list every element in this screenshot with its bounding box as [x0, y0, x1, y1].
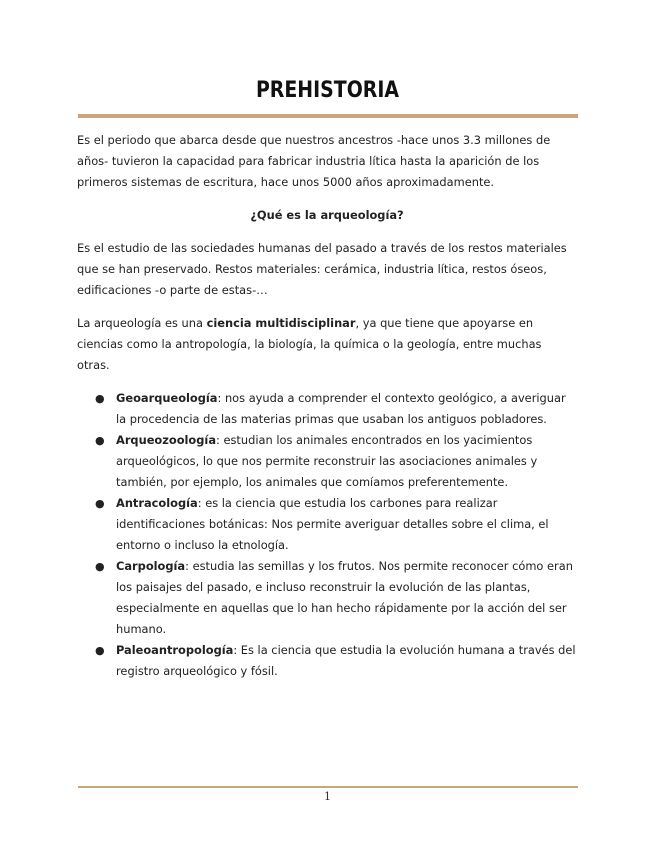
list-item-antracologia	[77, 493, 577, 556]
list-item-term: Antracología	[116, 496, 198, 510]
list-item-carpologia	[77, 556, 577, 640]
list-item-text: : estudian los animales encontrados en los yacimientos arqueológicos, lo que nos permite reconstruir las asociaciones animales y también, por ejemplo, los animales que comíamos preferentemente.	[116, 433, 538, 489]
definition-paragraph: Es el estudio de las sociedades humanas del pasado a través de los restos materiales que se han preservado. Restos materiales: cerámica, industria lítica, restos óseos, edificaciones -o parte de estas-…	[77, 241, 567, 297]
bullet-icon: ●	[95, 392, 105, 405]
list-item-text: : es la ciencia que estudia los carbones para realizar identificaciones botánicas: Nos permite averiguar detalles sobre el clima, el entorno o incluso la etnología.	[116, 496, 549, 552]
list-item-paleoantropologia	[77, 640, 577, 682]
multi-text-after: , ya que tiene que apoyarse en ciencias como la antropología, la biología, la química o la geología, entre muchas otras.	[77, 316, 542, 372]
disciplines-list	[77, 388, 577, 682]
list-item-term: Paleoantropología	[116, 643, 234, 657]
bullet-icon: ●	[95, 434, 105, 447]
intro-paragraph: Es el periodo que abarca desde que nuestros ancestros -hace unos 3.3 millones de años- tuvieron la capacidad para fabricar industria lítica hasta la aparición de los primeros sistemas de escritura, hace unos 5000 años aproximadamente.	[77, 133, 551, 189]
footer-rule	[78, 786, 578, 788]
page-number: 1	[324, 790, 331, 803]
list-item-term: Arqueozoología	[116, 433, 217, 447]
list-item-term: Carpología	[116, 559, 186, 573]
list-item-text: : estudia las semillas y los frutos. Nos permite reconocer cómo eran los paisajes del pasado, e incluso reconstruir la evolución de las plantas, especialmente en aquellas que lo han hecho rápidamente por la acción del ser humano.	[116, 559, 573, 636]
multidisciplinary-paragraph	[77, 313, 577, 376]
page-title: PREHISTORIA	[255, 78, 400, 103]
title-underline-rule	[78, 114, 578, 118]
multi-text-bold: ciencia multidisciplinar	[206, 316, 356, 330]
list-item-text: : nos ayuda a comprender el contexto geológico, a averiguar la procedencia de las materias primas que usaban los antiguos pobladores.	[116, 391, 566, 426]
section-heading: ¿Qué es la arqueología?	[250, 208, 404, 222]
list-item-geoarqueologia	[77, 388, 577, 430]
list-item-arqueozoologia	[77, 430, 577, 493]
list-item-term: Geoarqueología	[116, 391, 218, 405]
bullet-icon: ●	[95, 644, 105, 657]
bullet-icon: ●	[95, 497, 105, 510]
list-item-text: : Es la ciencia que estudia la evolución humana a través del registro arqueológico y fósil.	[116, 643, 576, 678]
multi-text-before: La arqueología es una	[77, 316, 207, 330]
bullet-icon: ●	[95, 560, 105, 573]
document-body	[77, 130, 577, 682]
